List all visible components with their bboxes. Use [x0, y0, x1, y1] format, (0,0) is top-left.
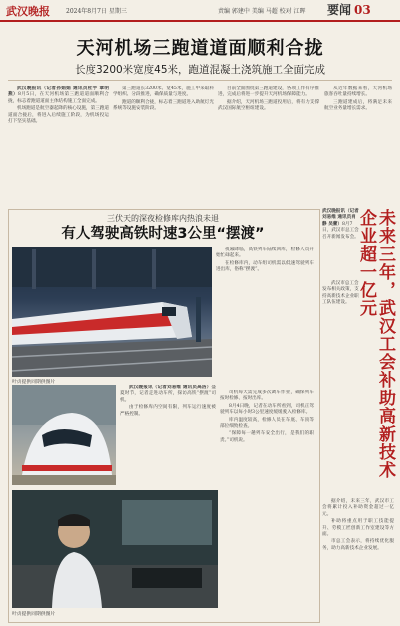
byline: 武汉晚报讯（记者孙娟娟 通讯员杜宇 章明燕）: [8, 86, 109, 98]
paragraph: 机场跑道是航空器起降的核心设施，第三跑道道面合拢后，将进入后续施工阶段，为机场投运打下坚实基础。: [8, 106, 109, 125]
paragraph: [8, 86, 109, 105]
feature-column-3: [220, 390, 314, 618]
sidebar-vertical-headline: 未来三年，武汉工会补助高新技术企业超一亿元: [356, 209, 395, 479]
photo-train-depot: [12, 247, 212, 377]
paragraph: “保障每一趟列车安全出行，是我们的职责。”司机说。: [220, 431, 314, 443]
photo-train-front: [12, 385, 116, 485]
masthead-logo: 武汉晚报: [6, 5, 50, 18]
paragraph: 夜幕降临，高铁列车陆续回库，检修人员开始忙碌起来。: [216, 247, 314, 259]
paragraph: 从近年数据来看，天河机场旅客吞吐量持续增长。: [324, 86, 392, 98]
sidebar-lead: [322, 209, 360, 241]
paragraph: 据介绍，未来三年，武汉市工会将累计投入补助资金超过一亿元。: [322, 499, 394, 517]
byline: 武汉晚报讯（记者刘易维 通讯员高洁）: [129, 385, 212, 390]
page-number: 03: [354, 3, 371, 17]
section-name: 要闻: [327, 3, 352, 17]
train-illustration: [12, 247, 212, 377]
paragraph-text: 盛夏时节，记者走进动车所，探访高铁“摆渡”司机。: [120, 385, 216, 403]
main-subheadline: 长度3200米宽度45米，跑道混凝土浇筑施工全面完成: [74, 64, 326, 76]
paragraph: 在检修库内，动车组司机需以低速驾驶列车进出库，俗称“摆渡”。: [216, 260, 314, 273]
weekday-text: 星期三: [108, 8, 127, 15]
main-story-column-1: [8, 86, 109, 206]
date-text: 2024年8月7日: [66, 8, 107, 15]
feature-headline: 有人驾驶高铁时速3公里“摆渡”: [61, 226, 265, 242]
divider: [8, 80, 392, 81]
editors-credit: 责编 郭建中 美编 马超 校对 江晖: [218, 8, 306, 15]
main-story-column-4: [324, 86, 392, 206]
paragraph: 8月4日晚，记者在动车所看到，司机正驾驶列车以每小时3公里速度缓缓驶入检修库。: [220, 403, 314, 416]
main-story-column-2: [113, 86, 214, 206]
byline: 武汉晚报讯（记者刘易维 通讯员肖静 吴蕾）: [322, 209, 359, 227]
paragraph-text: 8月5日，在天河机场第三跑道道面顺利合拢，标志着跑道道面主体结构施工全面完成。: [8, 92, 109, 104]
paragraph: 跑道的顺利合拢，标志着三跑道进入助航灯光系统等设施安装阶段。: [113, 99, 214, 112]
main-story-column-3: [218, 86, 319, 206]
paragraph: 库内温度较高，检修人员在车底、车顶等部位细致检查。: [220, 417, 314, 430]
paragraph: 三跑道建成后，将满足未来航空业务量增长需求。: [324, 99, 392, 112]
sidebar-body: [322, 281, 360, 308]
paragraph: 第三跑道长3200米、宽45米，施工中采取科学组织、分段推进，确保质量与进度。: [113, 86, 214, 98]
driver-illustration: [12, 490, 218, 608]
paragraph: 市总工会表示，将持续优化服务，助力高新技术企业发展。: [322, 539, 394, 551]
paragraph: 武汉市总工会发布相关政策，支持高新技术企业职工队伍建设。: [322, 281, 359, 306]
main-headline: 天河机场三跑道道面顺利合拢: [76, 38, 324, 59]
issue-date: [66, 6, 127, 15]
photo-caption-2: 叶贞提供同期供图片: [12, 612, 56, 617]
paragraph-text: 8月7日，武汉市总工会召开新闻发布会。: [322, 221, 359, 240]
sidebar-story: [322, 209, 394, 621]
paragraph: 司机每天需完成多次调车作业，确保列车按时检修、按时出库。: [220, 390, 314, 402]
sidebar-body-lower: [322, 499, 394, 553]
paragraph: 据介绍，天河机场三跑道投用后，将有力支撑武汉国际航空枢纽建设。: [218, 99, 319, 112]
train-front-illustration: [12, 385, 116, 485]
feature-column-1: [216, 247, 314, 387]
photo-caption-1: 叶贞提供同期供图片: [12, 380, 56, 385]
paragraph: 由于检修库内空间有限，列车运行速度被严格控制。: [120, 405, 216, 417]
feature-kicker: 三伏天的深夜检修库内热浪未退: [107, 214, 219, 223]
page-header: [0, 0, 400, 22]
photo-driver-cab: [12, 490, 218, 608]
paragraph: [120, 385, 216, 404]
feature-column-2: [120, 385, 216, 489]
paragraph: 补助将重点用于职工技能提升、劳模工匠创新工作室建设等方面。: [322, 519, 394, 538]
section-label: [327, 1, 371, 18]
paragraph: 目前全面围绕第三跑道建设，各项工作有序推进，完成后将进一步提升天河机场保障能力。: [218, 86, 319, 98]
